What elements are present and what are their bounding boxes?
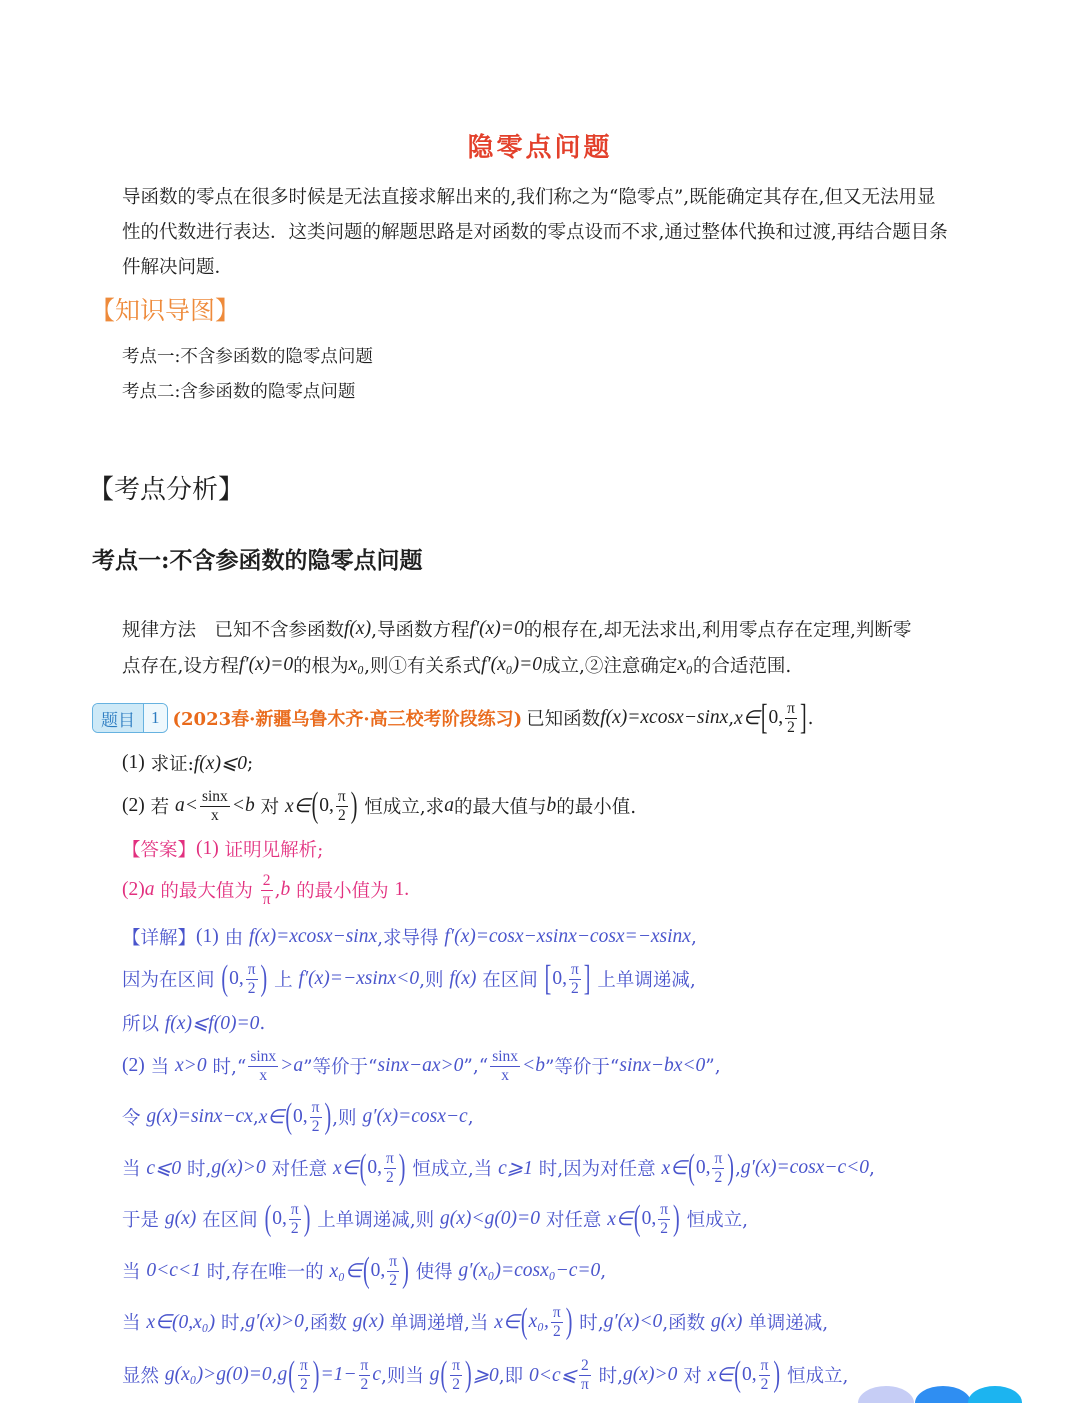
fraction xyxy=(359,1358,371,1393)
fraction-numerator: π xyxy=(247,960,256,978)
knowledge-map-item: 考点二:含参函数的隐零点问题 xyxy=(122,382,356,402)
text-run: 的最小值. xyxy=(556,797,637,818)
bracket: [ xyxy=(544,958,552,998)
math-expression: f(x)=xcosx−sinx xyxy=(600,707,729,728)
method-line xyxy=(122,643,791,687)
math-expression: g(x)>0 xyxy=(211,1157,266,1178)
text-run: ,函数 xyxy=(303,1313,353,1334)
fraction-denominator: 2 xyxy=(714,1168,723,1186)
fraction-numerator: π xyxy=(290,1200,299,1218)
math-expression: f′(x₀)=0 xyxy=(480,654,542,675)
math-number: 0, xyxy=(319,795,334,816)
fraction-numerator: 2 xyxy=(580,1356,589,1374)
text-run: ,即 xyxy=(498,1366,530,1387)
fraction-numerator: π xyxy=(360,1356,369,1374)
text-run: 于是 xyxy=(122,1210,165,1231)
fraction xyxy=(759,1358,771,1393)
math-expression: g(x)<g(0)=0 xyxy=(440,1208,540,1229)
math-expression: sinx−bx<0 xyxy=(619,1055,706,1076)
fraction-denominator: π xyxy=(580,1375,589,1393)
bracket: ) xyxy=(350,785,358,825)
intro-paragraph xyxy=(122,180,948,285)
math-number: 0, xyxy=(367,1157,382,1178)
text-run: 单调递减, xyxy=(742,1313,829,1334)
text-run: . xyxy=(259,1012,266,1034)
math-expression: b xyxy=(546,795,557,816)
math-expression: f′(x)=cosx−xsinx−cosx=−xsinx xyxy=(444,926,691,947)
math-number: 0, xyxy=(695,1157,711,1178)
math-expression: x∈ xyxy=(332,1158,359,1179)
text-run: , xyxy=(274,879,281,901)
problem-number: 1 xyxy=(143,704,167,732)
math-number: 0, xyxy=(370,1260,386,1281)
bracket: ) xyxy=(565,1301,573,1341)
math-expression: x∈ xyxy=(607,1209,633,1230)
fraction-numerator: π xyxy=(714,1149,723,1167)
text-run: 对 xyxy=(254,797,285,818)
solution-line xyxy=(122,1300,828,1344)
text-run: 的合适范围. xyxy=(692,656,792,677)
bracket: ( xyxy=(264,1198,272,1238)
text-run: 当 xyxy=(122,1159,147,1180)
fraction-denominator: 2 xyxy=(571,979,579,997)
text-run: 时, xyxy=(215,1313,246,1334)
math-expression: x₀∈ xyxy=(329,1261,362,1282)
text-run: 使得 xyxy=(409,1262,459,1283)
bracket: ) xyxy=(402,1250,409,1290)
text-run: 单调递增,当 xyxy=(384,1313,495,1334)
bracket: ] xyxy=(583,958,591,998)
text-run: ”等价于“ xyxy=(303,1057,378,1078)
text-run: 时,“ xyxy=(206,1057,247,1078)
solution-line xyxy=(122,1095,474,1139)
math-expression: x∈ xyxy=(734,708,760,729)
fraction-denominator: 2 xyxy=(290,1219,299,1237)
analysis-heading: 【考点分析】 xyxy=(88,475,245,505)
fraction-numerator: π xyxy=(337,787,346,805)
math-number: 0, xyxy=(229,968,244,989)
math-expression: g′(x)>0 xyxy=(245,1311,304,1332)
problem-badge xyxy=(92,703,168,733)
fraction-denominator: 2 xyxy=(787,718,795,736)
text-run: 规律方法 已知不含参函数 xyxy=(122,620,345,641)
bracket: ( xyxy=(288,1354,295,1394)
math-number: 1. xyxy=(394,879,410,900)
math-number: (1) xyxy=(122,752,145,773)
fraction-numerator: π xyxy=(452,1356,461,1374)
intro-line: 导函数的零点在很多时候是无法直接求解出来的,我们称之为“隐零点”,既能确定其存在,但又无法用显 xyxy=(122,187,936,208)
solution-line xyxy=(122,1146,875,1190)
math-number: (1) xyxy=(196,926,219,947)
text-run: ”, xyxy=(705,1055,721,1077)
bracket: ) xyxy=(673,1198,680,1238)
text-run: , xyxy=(252,1106,259,1128)
fraction-denominator: 2 xyxy=(389,1271,398,1289)
page-title: 隐零点问题 xyxy=(467,133,613,163)
fraction-denominator: 2 xyxy=(552,1322,561,1340)
text-run: ; xyxy=(247,752,254,774)
text-run: 证明见解析; xyxy=(218,840,324,861)
math-expression: c⩾1 xyxy=(498,1158,533,1179)
bracket: ( xyxy=(285,1096,293,1136)
text-run: , xyxy=(467,1106,474,1128)
text-run: 时,因为对任意 xyxy=(532,1159,662,1180)
floating-button[interactable] xyxy=(968,1386,1022,1403)
fraction-numerator: π xyxy=(385,1149,394,1167)
bracket: ( xyxy=(633,1198,641,1238)
bracket: ( xyxy=(734,1354,741,1394)
text-run: 点存在,设方程 xyxy=(122,656,239,677)
fraction xyxy=(569,962,581,997)
text-run: 对任意 xyxy=(539,1210,608,1231)
text-run: ,导函数方程 xyxy=(371,620,470,641)
math-expression: c⩽0 xyxy=(146,1158,182,1179)
text-run: 成立,②注意确定 xyxy=(541,656,678,677)
math-number: 0, xyxy=(768,707,784,728)
text-run: 上 xyxy=(268,970,299,991)
math-expression: g′(x₀)=cosx₀−c=0 xyxy=(458,1260,601,1281)
bracket: ) xyxy=(324,1096,332,1136)
fraction-denominator: 2 xyxy=(760,1375,769,1393)
math-expression: g(x)>0 xyxy=(623,1364,678,1385)
text-run: 【答案】 xyxy=(122,840,197,861)
math-expression: sinx−ax>0 xyxy=(377,1055,464,1076)
fraction-numerator: π xyxy=(760,1356,769,1374)
math-expression: f(x) xyxy=(344,618,372,639)
math-expression: c xyxy=(372,1364,381,1385)
fraction-numerator: sinx xyxy=(201,787,228,805)
text-run: 时, xyxy=(573,1313,604,1334)
math-expression: x₀, xyxy=(528,1311,549,1332)
knowledge-map-item: 考点一:不含参函数的隐零点问题 xyxy=(122,347,373,367)
math-expression: >a xyxy=(280,1055,304,1076)
math-number: (2) xyxy=(122,1055,145,1076)
answer-line xyxy=(122,868,409,912)
fraction xyxy=(336,789,348,824)
bracket: ) xyxy=(727,1147,734,1187)
text-run: 若 xyxy=(144,797,176,818)
fraction xyxy=(785,701,797,736)
bracket: ] xyxy=(799,697,807,737)
floating-button[interactable] xyxy=(915,1386,971,1403)
fraction xyxy=(310,1100,322,1135)
text-run: 对 xyxy=(677,1366,708,1387)
fraction xyxy=(298,1358,310,1393)
text-run: 的最大值与 xyxy=(453,797,547,818)
bracket: ) xyxy=(260,958,268,998)
math-expression: <b xyxy=(231,795,255,816)
knowledge-map-list xyxy=(122,340,373,410)
fraction xyxy=(712,1151,724,1186)
fraction-numerator: π xyxy=(570,960,579,978)
text-run: 在区间 xyxy=(196,1210,264,1231)
math-expression: g′(x)=cosx−c<0 xyxy=(740,1157,870,1178)
fraction-numerator: sinx xyxy=(492,1047,519,1065)
fraction xyxy=(658,1202,670,1237)
text-run: 的根存在,却无法求出,利用零点存在定理,判断零 xyxy=(523,620,912,641)
text-run: 当 xyxy=(122,1313,147,1334)
text-run: 恒成立, xyxy=(781,1366,849,1387)
bracket: ( xyxy=(311,785,319,825)
fraction-denominator: π xyxy=(262,890,271,908)
text-run: 的最小值为 xyxy=(290,881,395,902)
bracket: ) xyxy=(312,1354,320,1394)
bracket: [ xyxy=(760,697,768,737)
fraction-denominator: 2 xyxy=(311,1117,320,1135)
math-expression: a xyxy=(444,795,454,816)
math-expression: x>0 xyxy=(175,1055,207,1076)
text-run: 时, xyxy=(181,1159,212,1180)
bracket: ( xyxy=(440,1354,448,1394)
math-expression: x∈ xyxy=(661,1158,688,1179)
text-run: 时, xyxy=(592,1366,624,1387)
bracket: ( xyxy=(221,958,229,998)
text-run: 时,存在唯一的 xyxy=(200,1262,330,1283)
bracket: ( xyxy=(362,1250,370,1290)
text-run: , xyxy=(600,1260,607,1282)
math-expression: g(x) xyxy=(352,1311,385,1332)
fraction-numerator: sinx xyxy=(250,1047,277,1065)
math-expression: b xyxy=(280,879,291,900)
text-run: 在区间 xyxy=(476,970,544,991)
fraction-denominator: 2 xyxy=(452,1375,460,1393)
text-run: , xyxy=(728,707,735,729)
text-run: 的最大值为 xyxy=(154,881,259,902)
text-run: ”等价于“ xyxy=(544,1057,620,1078)
math-expression: a xyxy=(144,879,155,900)
fraction xyxy=(246,962,258,997)
topic-heading: 考点一:不含参函数的隐零点问题 xyxy=(92,547,423,574)
bracket: ) xyxy=(465,1354,472,1394)
text-run: 上单调递减, xyxy=(591,970,696,991)
bracket: ) xyxy=(773,1354,781,1394)
solution-line xyxy=(122,915,697,959)
fraction-numerator: 2 xyxy=(262,871,271,889)
text-run: 当 xyxy=(122,1262,147,1283)
text-run: 的根为 xyxy=(293,656,349,677)
math-expression: g(x)=sinx−cx xyxy=(146,1106,253,1127)
text-run: 所以 xyxy=(122,1014,165,1035)
fraction-numerator: π xyxy=(389,1252,398,1270)
fraction xyxy=(384,1151,396,1186)
fraction xyxy=(248,1049,278,1084)
math-expression: f(x)=xcosx−sinx xyxy=(249,926,378,947)
fraction xyxy=(261,873,273,908)
math-expression: 0<c⩽ xyxy=(529,1365,577,1386)
bracket: ( xyxy=(688,1147,695,1187)
math-number: 0, xyxy=(641,1208,657,1229)
bracket: ( xyxy=(359,1147,367,1187)
fraction-numerator: π xyxy=(660,1200,669,1218)
text-run: 因为在区间 xyxy=(122,970,221,991)
math-expression: <b xyxy=(522,1055,545,1076)
math-expression: g xyxy=(429,1364,440,1385)
text-run: 显然 xyxy=(122,1366,165,1387)
math-expression: f′(x)=0 xyxy=(238,654,294,675)
math-number: (1) xyxy=(196,838,219,859)
text-run: , xyxy=(271,1364,278,1386)
math-expression: a< xyxy=(175,795,198,816)
knowledge-map-heading: 【知识导图】 xyxy=(90,296,241,325)
math-expression: f′(x)=0 xyxy=(469,618,524,639)
text-run: ,则①有关系式 xyxy=(364,656,481,677)
text-run: 上单调递减,则 xyxy=(311,1210,441,1231)
text-run: , xyxy=(690,926,697,948)
math-expression: g(x₀)>g(0)=0 xyxy=(164,1364,272,1385)
fraction xyxy=(289,1202,301,1237)
text-run: 【详解】 xyxy=(122,928,197,949)
math-expression: x∈ xyxy=(284,796,311,817)
text-run: 由 xyxy=(218,928,250,949)
math-number: 0, xyxy=(552,968,567,989)
bracket: ) xyxy=(303,1198,311,1238)
text-run: , xyxy=(869,1157,875,1179)
math-expression: f′(x)=−xsinx<0 xyxy=(298,968,420,989)
text-run: 恒成立, xyxy=(680,1210,748,1231)
math-expression: g(x) xyxy=(164,1208,197,1229)
text-run: ,则当 xyxy=(381,1366,430,1387)
math-expression: g xyxy=(277,1364,288,1385)
problem-source: (2023春·新疆乌鲁木齐·高三校考阶段练习) xyxy=(172,709,523,730)
text-run: 恒成立,求 xyxy=(358,797,445,818)
fraction-denominator: x xyxy=(210,806,219,824)
fraction-denominator: x xyxy=(501,1066,509,1084)
math-expression: x₀ xyxy=(677,654,693,675)
text-run: 已知函数 xyxy=(526,709,601,730)
math-number: 0, xyxy=(293,1106,308,1127)
math-expression: ⩾0 xyxy=(472,1365,499,1386)
math-expression: g′(x)=cosx−c xyxy=(362,1106,468,1127)
math-expression: x∈(0,x₀) xyxy=(146,1312,216,1333)
fraction xyxy=(490,1049,520,1084)
fraction xyxy=(200,789,230,824)
fraction-numerator: π xyxy=(311,1098,320,1116)
problem-part xyxy=(122,784,636,828)
text-run: ,函数 xyxy=(662,1313,712,1334)
intro-line: 件解决问题． xyxy=(122,257,234,278)
solution-line xyxy=(122,957,696,1001)
math-expression: g′(x)<0 xyxy=(603,1311,663,1332)
text-run: ,求导得 xyxy=(377,928,445,949)
solution-line xyxy=(122,1044,721,1088)
fraction xyxy=(450,1358,462,1393)
text-run: ”,“ xyxy=(463,1055,489,1077)
fraction-numerator: π xyxy=(299,1356,308,1374)
answer-line xyxy=(122,827,323,871)
math-number: (2) xyxy=(122,879,145,900)
math-expression: f(x)⩽f(0)=0 xyxy=(164,1013,260,1034)
problem-badge-label: 题目 xyxy=(93,704,143,732)
solution-line xyxy=(122,1249,606,1293)
fraction xyxy=(579,1358,591,1393)
intro-line: 性的代数进行表达．这类问题的解题思路是对函数的零点设而不求,通过整体代换和过渡,再结合题目条 xyxy=(122,222,948,243)
fraction xyxy=(551,1305,563,1340)
solution-line xyxy=(122,1197,748,1241)
fraction xyxy=(387,1254,399,1289)
bracket: ( xyxy=(520,1301,528,1341)
math-expression: g(x) xyxy=(711,1311,743,1332)
text-run: , xyxy=(734,1157,741,1179)
fraction-denominator: 2 xyxy=(360,1375,369,1393)
fraction-denominator: 2 xyxy=(247,979,256,997)
math-expression: x∈ xyxy=(707,1365,734,1386)
problem-header xyxy=(92,696,814,740)
text-run: 当 xyxy=(144,1057,176,1078)
text-run: . xyxy=(807,707,814,729)
fraction-numerator: π xyxy=(552,1303,561,1321)
math-expression: f(x) xyxy=(449,968,477,989)
text-run: 令 xyxy=(122,1108,147,1129)
problem-part xyxy=(122,741,253,785)
math-expression: x∈ xyxy=(494,1312,520,1333)
text-run: 恒成立,当 xyxy=(406,1159,499,1180)
text-run: ,则 xyxy=(419,970,450,991)
math-expression: x∈ xyxy=(258,1107,285,1128)
fraction-numerator: π xyxy=(787,699,795,717)
text-run: 求证: xyxy=(144,754,194,775)
text-run: ,则 xyxy=(332,1108,363,1129)
floating-button[interactable] xyxy=(858,1386,914,1403)
math-expression: 0<c<1 xyxy=(146,1260,201,1281)
math-number: 0, xyxy=(272,1208,287,1229)
solution-line xyxy=(122,1353,848,1397)
solution-line xyxy=(122,1001,265,1045)
math-expression: f(x)⩽0 xyxy=(193,753,248,774)
math-expression: x₀ xyxy=(348,654,365,675)
math-expression: =1− xyxy=(320,1364,357,1385)
fraction-denominator: x xyxy=(259,1066,268,1084)
fraction-denominator: 2 xyxy=(660,1219,668,1237)
math-number: (2) xyxy=(122,795,145,816)
fraction-denominator: 2 xyxy=(299,1375,308,1393)
fraction-denominator: 2 xyxy=(385,1168,394,1186)
math-number: 0, xyxy=(741,1364,757,1385)
text-run: 对任意 xyxy=(265,1159,333,1180)
fraction-denominator: 2 xyxy=(337,806,346,824)
bracket: ) xyxy=(398,1147,406,1187)
